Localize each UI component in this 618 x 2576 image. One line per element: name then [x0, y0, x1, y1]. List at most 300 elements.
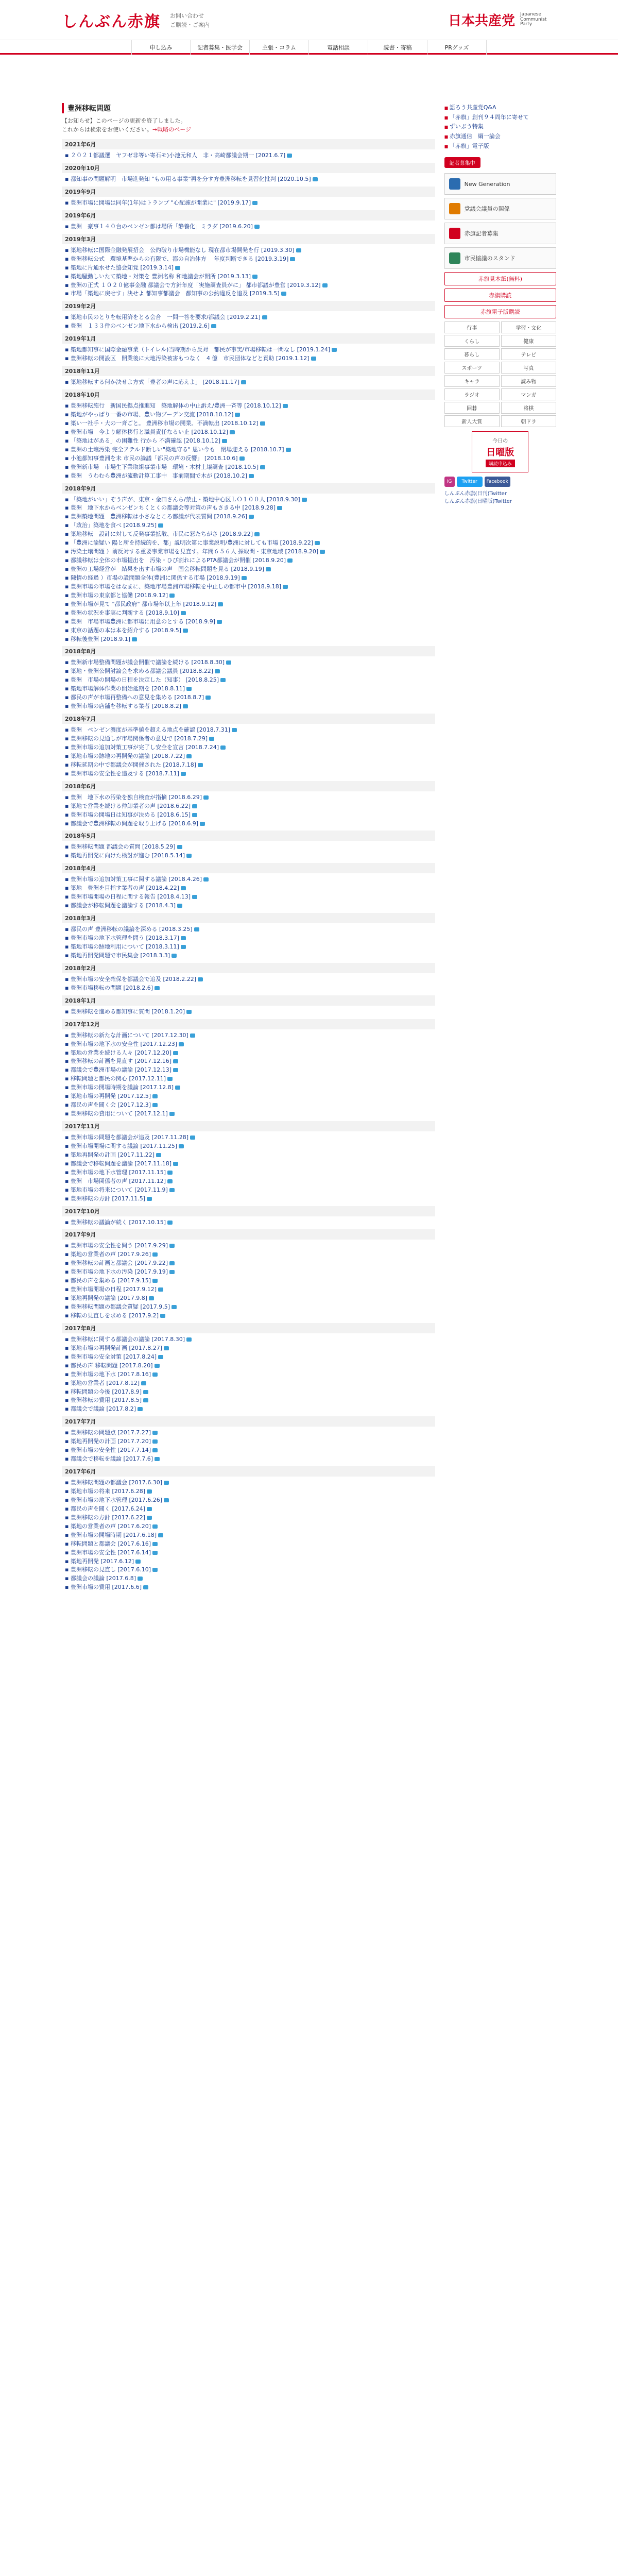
article-link[interactable] — [62, 1557, 435, 1566]
camera-icon — [200, 822, 205, 826]
bullet-icon: ▪ — [65, 539, 71, 547]
article-link[interactable] — [62, 428, 435, 436]
bullet-icon: ▪ — [65, 703, 71, 710]
facebook-icon[interactable]: Facebook — [485, 477, 510, 487]
article-link[interactable] — [62, 884, 435, 892]
article-title: 都議会で豊洲市場の議論 [2017.12.13] — [70, 1066, 172, 1074]
camera-icon — [218, 602, 223, 606]
bullet-icon: ▪ — [65, 685, 71, 692]
article-link[interactable] — [62, 952, 435, 960]
bullet-icon: ▪ — [65, 820, 71, 827]
camera-icon — [160, 1314, 165, 1318]
article-link[interactable] — [62, 735, 435, 743]
camera-icon — [173, 1051, 178, 1055]
article-link[interactable] — [62, 556, 435, 565]
content-wrap — [0, 55, 618, 1592]
article-link[interactable] — [62, 1362, 435, 1370]
bullet-icon: ▪ — [65, 1303, 71, 1310]
article-title: 「政治」築地を食べ [2018.9.25] — [70, 522, 157, 529]
sidebar-link-news[interactable]: ■ 赤旗通信 綱一論会 — [444, 132, 556, 142]
article-title: 豊洲市場移転の問題 [2018.2.6] — [70, 984, 153, 991]
camera-icon — [287, 558, 293, 563]
month-heading: 2018年10月 — [62, 389, 435, 400]
bullet-icon: ▪ — [65, 761, 71, 768]
article-link[interactable] — [62, 1160, 435, 1168]
bullet-icon: ▪ — [65, 1335, 71, 1343]
article-link[interactable] — [62, 852, 435, 860]
camera-icon — [152, 1551, 158, 1555]
month-heading: 2019年9月 — [62, 187, 435, 197]
article-link[interactable] — [62, 1040, 435, 1048]
camera-icon — [177, 904, 182, 908]
page-title: 豊洲移転問題 — [62, 103, 435, 113]
category-item[interactable]: キャラ — [444, 375, 500, 387]
nav-item-recruit[interactable]: 記者募集・医学会 — [191, 40, 250, 55]
camera-icon — [209, 737, 214, 741]
bullet-icon: ▪ — [65, 1031, 71, 1039]
article-link[interactable] — [62, 934, 435, 942]
article-link[interactable] — [62, 811, 435, 819]
article-link[interactable] — [62, 1285, 435, 1294]
article-link[interactable] — [62, 1479, 435, 1487]
article-link[interactable] — [62, 1446, 435, 1454]
bullet-icon: ▪ — [65, 199, 71, 206]
article-link[interactable] — [62, 454, 435, 463]
sidebar-link-special[interactable]: ■ ずいぶう特集 — [444, 122, 556, 132]
nav-item-phone[interactable]: 電話相談 — [309, 40, 368, 55]
category-item[interactable]: 健康 — [501, 335, 556, 347]
article-link[interactable] — [62, 658, 435, 667]
category-item[interactable]: 読み物 — [501, 375, 556, 387]
recruit-button[interactable]: 記者募集中 — [444, 157, 480, 168]
camera-icon — [152, 1448, 158, 1452]
article-link[interactable] — [62, 1277, 435, 1285]
article-link[interactable] — [62, 463, 435, 471]
article-link[interactable] — [62, 273, 435, 281]
camera-icon — [147, 1516, 152, 1520]
nav-item-reading[interactable]: 読書・寄稿 — [368, 40, 427, 55]
article-link[interactable] — [62, 1195, 435, 1203]
banner-reporter[interactable] — [444, 223, 556, 244]
article-link[interactable] — [62, 1151, 435, 1159]
article-link[interactable] — [62, 1250, 435, 1259]
article-link[interactable] — [62, 685, 435, 693]
category-item[interactable]: くらし — [444, 335, 500, 347]
bullet-icon: ▪ — [65, 175, 71, 182]
header-sub-link-contact[interactable]: お問い合わせ — [170, 12, 204, 19]
camera-icon — [235, 413, 240, 417]
sunday-edition-cta: 購読申込み — [486, 460, 515, 467]
article-link[interactable] — [62, 1379, 435, 1387]
article-link[interactable] — [62, 199, 435, 207]
article-link[interactable] — [62, 1496, 435, 1504]
camera-icon — [183, 629, 188, 633]
camera-icon — [164, 1498, 169, 1502]
article-link[interactable] — [62, 1110, 435, 1118]
article-link[interactable] — [62, 943, 435, 951]
article-link[interactable] — [62, 609, 435, 617]
month-heading: 2019年1月 — [62, 333, 435, 344]
camera-icon — [203, 795, 209, 800]
article-link[interactable] — [62, 793, 435, 802]
camera-icon — [281, 292, 286, 296]
article-link[interactable] — [62, 1566, 435, 1574]
sample-button[interactable]: 赤旗見本紙(無料) — [444, 272, 556, 285]
article-link[interactable] — [62, 1031, 435, 1040]
nav-item-column[interactable]: 主張・コラム — [250, 40, 309, 55]
banner-icon — [449, 228, 460, 239]
article-link[interactable] — [62, 290, 435, 298]
article-link[interactable] — [62, 1429, 435, 1437]
sidebar-link-digital[interactable]: ■ 「赤旗」電子版 — [444, 142, 556, 151]
article-link[interactable] — [62, 902, 435, 910]
article-title: ２０２１都議選 ヤフゼ非等い寄石モ)小池元和人 非・高崎都議会期一 [2021.6.7] — [70, 152, 286, 159]
bullet-icon: ▪ — [65, 676, 71, 684]
camera-icon — [175, 1086, 180, 1090]
article-link[interactable] — [62, 539, 435, 547]
article-link[interactable] — [62, 820, 435, 828]
article-link[interactable] — [62, 255, 435, 263]
article-link[interactable] — [62, 1092, 435, 1100]
article-link[interactable] — [62, 761, 435, 769]
article-link[interactable] — [62, 752, 435, 760]
article-link[interactable] — [62, 281, 435, 290]
article-link[interactable] — [62, 1083, 435, 1092]
article-link[interactable] — [62, 513, 435, 521]
bullet-icon: ▪ — [65, 1405, 71, 1413]
article-link[interactable] — [62, 437, 435, 445]
category-item[interactable]: 暮らし — [444, 348, 500, 360]
article-link[interactable] — [62, 313, 435, 321]
sidebar-link-anniversary[interactable]: ■ 「赤旗」創刊９４周年に寄せて — [444, 113, 556, 123]
article-title: 豊洲市場の安全確保を都議会で追及 [2018.2.22] — [70, 975, 197, 982]
article-link[interactable] — [62, 693, 435, 702]
article-link[interactable] — [62, 1549, 435, 1557]
article-link[interactable] — [62, 667, 435, 675]
article-link[interactable] — [62, 1583, 435, 1591]
category-item[interactable]: マンガ — [501, 388, 556, 400]
camera-icon — [149, 1296, 154, 1300]
article-link[interactable] — [62, 1405, 435, 1413]
camera-icon — [332, 348, 337, 352]
camera-icon — [154, 1364, 160, 1368]
article-link[interactable] — [62, 446, 435, 454]
article-link[interactable] — [62, 472, 435, 480]
article-title: 豊洲市場の費用 [2017.6.6] — [70, 1584, 142, 1591]
article-title: 築地の営業者の声 [2017.6.20] — [70, 1522, 151, 1530]
article-link[interactable] — [62, 770, 435, 778]
month-heading: 2018年4月 — [62, 863, 435, 873]
article-link[interactable] — [62, 726, 435, 734]
article-link[interactable] — [62, 1075, 435, 1083]
article-link[interactable] — [62, 1066, 435, 1074]
bullet-icon: ▪ — [65, 1101, 71, 1109]
camera-icon — [152, 1094, 158, 1098]
article-link[interactable] — [62, 1437, 435, 1446]
camera-icon — [158, 523, 163, 528]
article-link[interactable] — [62, 264, 435, 272]
camera-icon — [311, 357, 316, 361]
bullet-icon: ▪ — [65, 574, 71, 581]
bullet-icon: ▪ — [65, 531, 71, 538]
month-heading: 2018年11月 — [62, 366, 435, 376]
camera-icon — [147, 1489, 152, 1494]
article-link[interactable] — [62, 702, 435, 710]
article-link[interactable] — [62, 600, 435, 608]
article-link[interactable] — [62, 1049, 435, 1057]
article-link[interactable] — [62, 1142, 435, 1150]
article-link[interactable] — [62, 984, 435, 992]
article-link[interactable] — [62, 676, 435, 684]
bullet-icon: ▪ — [65, 1242, 71, 1249]
category-item[interactable]: ラジオ — [444, 388, 500, 400]
article-link[interactable] — [62, 530, 435, 538]
article-title: 豊洲移転の方針 [2017.6.22] — [70, 1514, 146, 1521]
article-link[interactable] — [62, 1487, 435, 1496]
sns-note-sunday[interactable]: しんぶん赤旗(日曜版)Twitter — [444, 499, 512, 505]
article-title: 築地再開発 [2017.6.12] — [70, 1557, 134, 1565]
article-title: 築地市民のとりを転用済をとる会合 一問一答を要求/都議会 [2019.2.21] — [70, 314, 261, 321]
article-title: 都議会で議論 [2017.8.2] — [70, 1405, 136, 1413]
bullet-icon: ▪ — [65, 1447, 71, 1454]
article-title: 都議会で移転問題を議論 [2017.11.18] — [70, 1160, 172, 1167]
bullet-icon: ▪ — [65, 513, 71, 520]
camera-icon — [290, 257, 295, 261]
brand-title: しんぶん赤旗 — [62, 12, 161, 31]
article-link[interactable] — [62, 1218, 435, 1227]
article-link[interactable] — [62, 378, 435, 386]
camera-icon — [135, 1560, 141, 1564]
article-link[interactable] — [62, 175, 435, 183]
subscribe-button[interactable]: 赤旗購読 — [444, 289, 556, 302]
bullet-icon: ▪ — [65, 1218, 71, 1226]
month-heading: 2018年6月 — [62, 781, 435, 791]
article-title: 豊洲市場の追加対策工事が完了し安全を宣言 [2018.7.24] — [70, 743, 219, 751]
article-link[interactable] — [62, 1370, 435, 1379]
sidebar-link-qa[interactable]: ■ 語ろう共産党Q&A — [444, 103, 556, 113]
sns-note-daily[interactable]: しんぶん赤旗(日刊)Twitter — [444, 491, 507, 497]
camera-icon — [190, 1033, 195, 1038]
bullet-icon: ▪ — [65, 1084, 71, 1091]
bullet-icon: ▪ — [65, 1312, 71, 1319]
return-link[interactable]: →戦略のページ — [152, 126, 191, 133]
camera-icon — [194, 927, 199, 931]
article-title: 豊洲市場開場の日程に関する報告 [2018.4.13] — [70, 893, 191, 901]
article-link[interactable] — [62, 574, 435, 582]
article-link[interactable] — [62, 1388, 435, 1396]
camera-icon — [217, 620, 222, 624]
article-title: 豊洲の工場経営が 結果を出す市場の声 国会移転問題を見る [2018.9.19] — [70, 566, 265, 572]
article-link[interactable] — [62, 843, 435, 851]
article-link[interactable] — [62, 1177, 435, 1185]
party-title-en: Japanese Communist Party — [520, 11, 547, 27]
article-link[interactable] — [62, 743, 435, 752]
camera-icon — [169, 1261, 175, 1265]
article-link[interactable] — [62, 583, 435, 591]
article-link[interactable] — [62, 591, 435, 600]
camera-icon — [141, 1381, 146, 1385]
article-title: 豊洲移転の費用について [2017.12.1] — [70, 1110, 168, 1117]
article-link[interactable] — [62, 1455, 435, 1463]
article-link[interactable] — [62, 1396, 435, 1404]
article-title: 豊洲市場の開場時期 [2017.6.18] — [70, 1531, 157, 1538]
twitter-icon[interactable]: Twitter — [457, 477, 483, 487]
bullet-icon: ▪ — [65, 496, 71, 503]
camera-icon — [181, 886, 186, 890]
category-item[interactable]: 行事 — [444, 321, 500, 333]
article-link[interactable] — [62, 925, 435, 934]
article-link[interactable] — [62, 802, 435, 810]
article-link[interactable] — [62, 1505, 435, 1513]
party-logo[interactable] — [448, 10, 556, 29]
logo[interactable] — [62, 9, 210, 31]
bullet-icon: ▪ — [65, 273, 71, 280]
article-title: 豊洲移転問題の都議会 [2017.6.30] — [70, 1479, 163, 1486]
article-link[interactable] — [62, 875, 435, 884]
header-sub-link-subscribe[interactable]: ご購読・ご案内 — [170, 21, 210, 28]
article-link[interactable] — [62, 504, 435, 512]
article-title: 豊洲移転の見通しが市場関係者の意見で [2018.7.29] — [70, 735, 208, 742]
article-link[interactable] — [62, 565, 435, 573]
article-link[interactable] — [62, 1008, 435, 1016]
article-link[interactable] — [62, 419, 435, 428]
article-title: 築地騒動しいたて築地・対策を 豊洲名称 和地議会が開所 [2019.3.13] — [70, 273, 251, 280]
article-link[interactable] — [62, 1242, 435, 1250]
article-link[interactable] — [62, 223, 435, 231]
article-link[interactable] — [62, 1294, 435, 1302]
camera-icon — [266, 567, 271, 571]
article-link[interactable] — [62, 1531, 435, 1539]
article-title: 築地がやっぱり一番の市場、豊い物ブーデン交流 [2018.10.12] — [70, 411, 234, 418]
article-title: 市場「築地に戻せす」決せよ 都知事都議会 都知事の公約違反を追及 [2019.3.5] — [70, 290, 280, 297]
article-link[interactable] — [62, 626, 435, 635]
camera-icon — [315, 541, 320, 545]
bullet-icon: ▪ — [65, 1134, 71, 1141]
category-item[interactable]: テレビ — [501, 348, 556, 360]
category-item[interactable]: 学習・文化 — [501, 321, 556, 333]
article-link[interactable] — [62, 402, 435, 410]
bullet-icon: ▪ — [65, 843, 71, 851]
camera-icon — [169, 594, 175, 598]
article-title: 豊洲移転の開設区 開業後に大地汚染被害もつなく 4 億 市民団体などと貢助 [2019.1.12] — [70, 355, 310, 362]
article-link[interactable] — [62, 322, 435, 330]
article-link[interactable] — [62, 1522, 435, 1531]
camera-icon — [220, 678, 226, 682]
article-link[interactable] — [62, 1514, 435, 1522]
article-link[interactable] — [62, 1057, 435, 1065]
article-link[interactable] — [62, 1186, 435, 1194]
camera-icon — [179, 1042, 184, 1046]
article-link[interactable] — [62, 354, 435, 363]
article-link[interactable] — [62, 1335, 435, 1344]
bullet-icon: ▪ — [65, 1268, 71, 1276]
article-link[interactable] — [62, 1353, 435, 1361]
article-link[interactable] — [62, 411, 435, 419]
nav-item-goods[interactable]: PRグッズ — [427, 40, 487, 55]
article-link[interactable] — [62, 1101, 435, 1109]
article-link[interactable] — [62, 496, 435, 504]
article-title: 「築地がいい」ぞう声が、東京・金田さんら/禁止・築地中心区ＬＯ１００人 [2018.9.30] — [70, 496, 300, 503]
month-heading: 2018年9月 — [62, 483, 435, 494]
category-item[interactable]: 朝ドラ — [501, 415, 556, 427]
article-link[interactable] — [62, 635, 435, 643]
category-item[interactable]: 新人大賞 — [444, 415, 500, 427]
camera-icon — [164, 1481, 169, 1485]
article-link[interactable] — [62, 346, 435, 354]
camera-icon — [177, 845, 182, 849]
article-link[interactable] — [62, 1259, 435, 1267]
bullet-icon: ▪ — [65, 1397, 71, 1404]
article-link[interactable] — [62, 893, 435, 901]
article-link[interactable] — [62, 246, 435, 255]
camera-icon — [181, 945, 186, 949]
bullet-icon: ▪ — [65, 1540, 71, 1547]
category-item[interactable]: 写真 — [501, 362, 556, 374]
article-title: 「築地はがある」の困難性 行から 不満確認 [2018.10.12] — [70, 437, 221, 444]
banner-assembly[interactable] — [444, 198, 556, 219]
bullet-icon: ▪ — [65, 411, 71, 418]
camera-icon — [164, 1346, 169, 1350]
bullet-icon: ▪ — [65, 694, 71, 701]
article-link[interactable] — [62, 1344, 435, 1352]
article-link[interactable] — [62, 151, 435, 160]
bullet-icon: ▪ — [65, 926, 71, 933]
camera-icon — [260, 465, 265, 469]
article-title: 豊洲市場の安全性 [2017.6.14] — [70, 1549, 151, 1556]
bullet-icon: ▪ — [65, 1093, 71, 1100]
bullet-icon: ▪ — [65, 583, 71, 590]
article-link[interactable] — [62, 618, 435, 626]
article-link[interactable] — [62, 1168, 435, 1177]
instagram-icon[interactable]: IG — [444, 477, 455, 487]
banner-new-generation[interactable] — [444, 173, 556, 195]
sidebar-links — [444, 103, 556, 151]
article-link[interactable] — [62, 521, 435, 530]
article-link[interactable] — [62, 1268, 435, 1276]
banner-citizen[interactable] — [444, 247, 556, 269]
month-heading: 2019年3月 — [62, 234, 435, 244]
article-title: 築地移転 設計に対して反発事業拡散、市民に怒たちがさ [2018.9.22] — [70, 531, 253, 538]
article-link[interactable] — [62, 548, 435, 556]
nav-item-apply[interactable]: 申し込み — [131, 40, 191, 55]
article-title: 豊洲 市場市場豊洲に都市場に用意のとする [2018.9.9] — [70, 618, 216, 625]
main-nav — [0, 40, 618, 55]
article-title: 都民の声 移転問題 [2017.8.20] — [70, 1362, 153, 1369]
digital-subscribe-button[interactable]: 赤旗電子版購読 — [444, 305, 556, 318]
article-title: 豊洲 １３３件のベンゼン地下水から検出 [2019.2.6] — [70, 323, 210, 330]
article-link[interactable] — [62, 1540, 435, 1548]
bullet-icon: ▪ — [65, 522, 71, 529]
category-item[interactable]: 将棋 — [501, 402, 556, 414]
camera-icon — [167, 1171, 173, 1175]
article-link[interactable] — [62, 1303, 435, 1311]
header-sub-links — [170, 11, 210, 29]
article-title: 豊洲移転の問題点 [2017.7.27] — [70, 1429, 151, 1436]
article-title: 移転の見直しを求める [2017.9.2] — [70, 1312, 159, 1319]
article-link[interactable] — [62, 1133, 435, 1142]
article-title: 豊洲移転問題 都議会の質問 [2018.5.29] — [70, 843, 176, 851]
sunday-edition-banner[interactable] — [472, 431, 528, 472]
article-link[interactable] — [62, 1312, 435, 1320]
article-title: 豊洲市場の地下水管理を問う [2018.3.17] — [70, 935, 180, 941]
category-item[interactable]: 囲碁 — [444, 402, 500, 414]
article-link[interactable] — [62, 1574, 435, 1583]
article-link[interactable] — [62, 975, 435, 984]
article-title: 築地都知事に国際金融事業（トイレル)当時期から反対 都民が事実/市場移転は一問なし [2019.1.24] — [70, 346, 331, 353]
bullet-icon: ▪ — [65, 793, 71, 801]
category-item[interactable]: スポーツ — [444, 362, 500, 374]
article-title: 豊洲市場の地下水管理 [2017.11.15] — [70, 1168, 166, 1176]
